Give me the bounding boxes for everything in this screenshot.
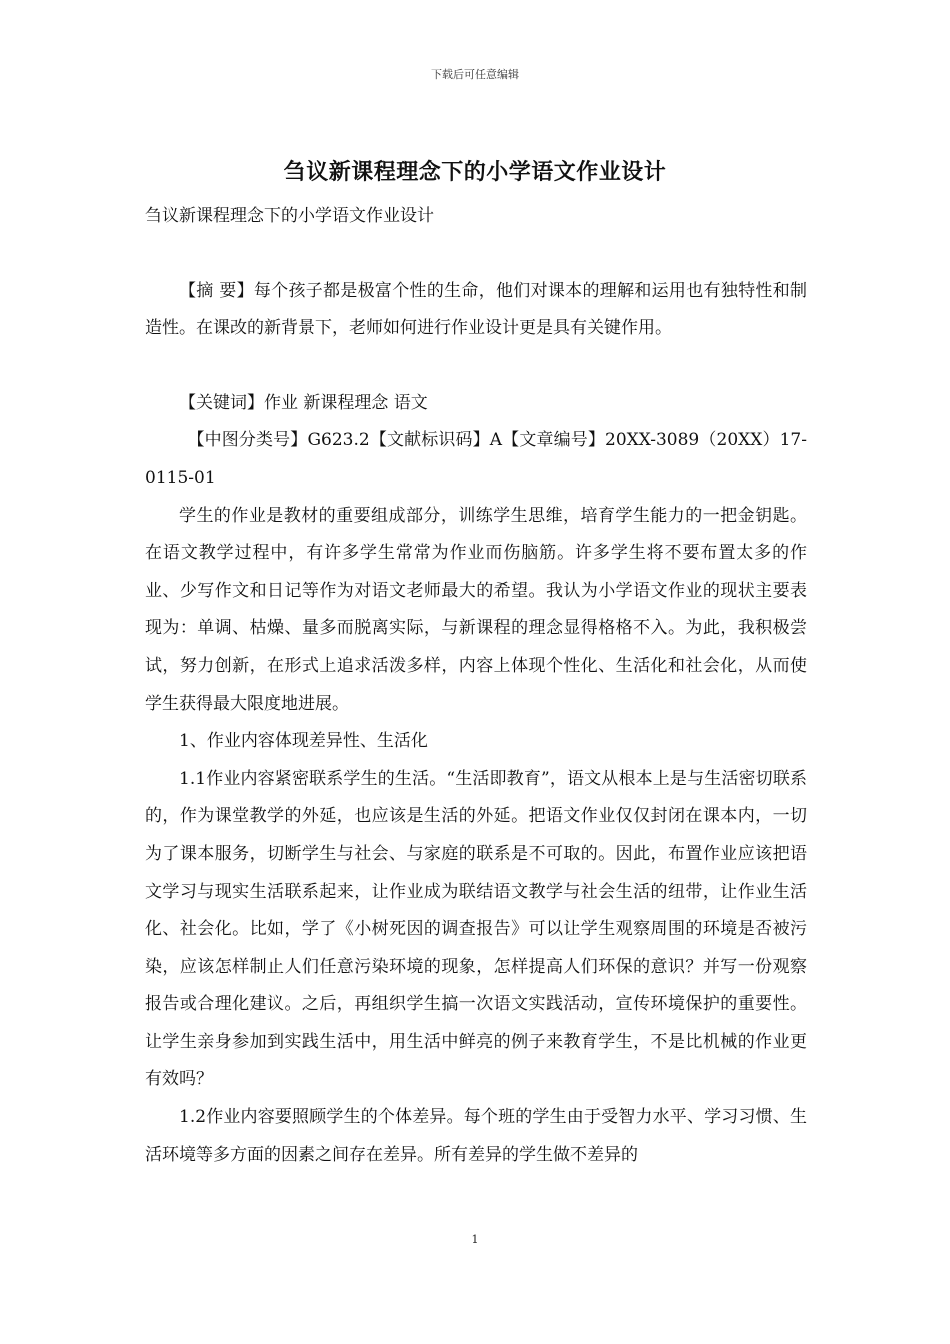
section-1-2-paragraph: 1.2作业内容要照顾学生的个体差异。每个班的学生由于受智力水平、学习习惯、生活环境等多方面的因素之间存在差异。所有差异的学生做不差异的 [145,1107,807,1165]
document-title: 刍议新课程理念下的小学语文作业设计 [283,159,667,185]
keywords-paragraph: 【关键词】作业 新课程理念 语文 [179,392,428,413]
intro-paragraph: 学生的作业是教材的重要组成部分，训练学生思维，培育学生能力的一把金钥匙。在语文教学过程中，有许多学生常常为作业而伤脑筋。许多学生将不要布置太多的作业、少写作文和日记等作为对语文老师最大的希望。我认为小学语文作业的现状主要表现为：单调、枯燥、量多而脱离实际，与新课程的理念显得格格不入。为此，我积极尝试，努力创新，在形式上追求活泼多样，内容上体现个性化、生活化和社会化，从而使学生获得最大限度地进展。 [145,505,807,714]
section-heading: 1、作业内容体现差异性、生活化 [179,731,428,752]
page-header-note: 下载后可任意编辑 [431,68,519,81]
document-body [145,198,807,1174]
section-1-1-paragraph: 1.1作业内容紧密联系学生的生活。“生活即教育”，语文从根本上是与生活密切联系的，作为课堂教学的外延，也应该是生活的外延。把语文作业仅仅封闭在课本内，一切为了课本服务，切断学生与社会、与家庭的联系是不可取的。因此，布置作业应该把语文学习与现实生活联系起来，让作业成为联结语文教学与社会生活的纽带，让作业生活化、社会化。比如，学了《小树死因的调查报告》可以让学生观察周围的环境是否被污染，应该怎样制止人们任意污染环境的现象，怎样提高人们环保的意识？并写一份观察报告或合理化建议。之后，再组织学生搞一次语文实践活动，宣传环境保护的重要性。让学生亲身参加到实践生活中，用生活中鲜亮的例子来教育学生，不是比机械的作业更有效吗？ [145,768,807,1090]
document-subtitle: 刍议新课程理念下的小学语文作业设计 [145,206,434,226]
spacer [145,348,807,385]
page-number: 1 [471,1233,479,1246]
spacer [145,236,807,273]
classification-paragraph: 【中图分类号】G623.2【文献标识码】A【文章编号】20XX-3089（20XX）17-0115-01 [145,430,807,488]
abstract-paragraph: 【摘 要】每个孩子都是极富个性的生命，他们对课本的理解和运用也有独特性和制造性。在课改的新背景下，老师如何进行作业设计更是具有关键作用。 [145,280,807,339]
